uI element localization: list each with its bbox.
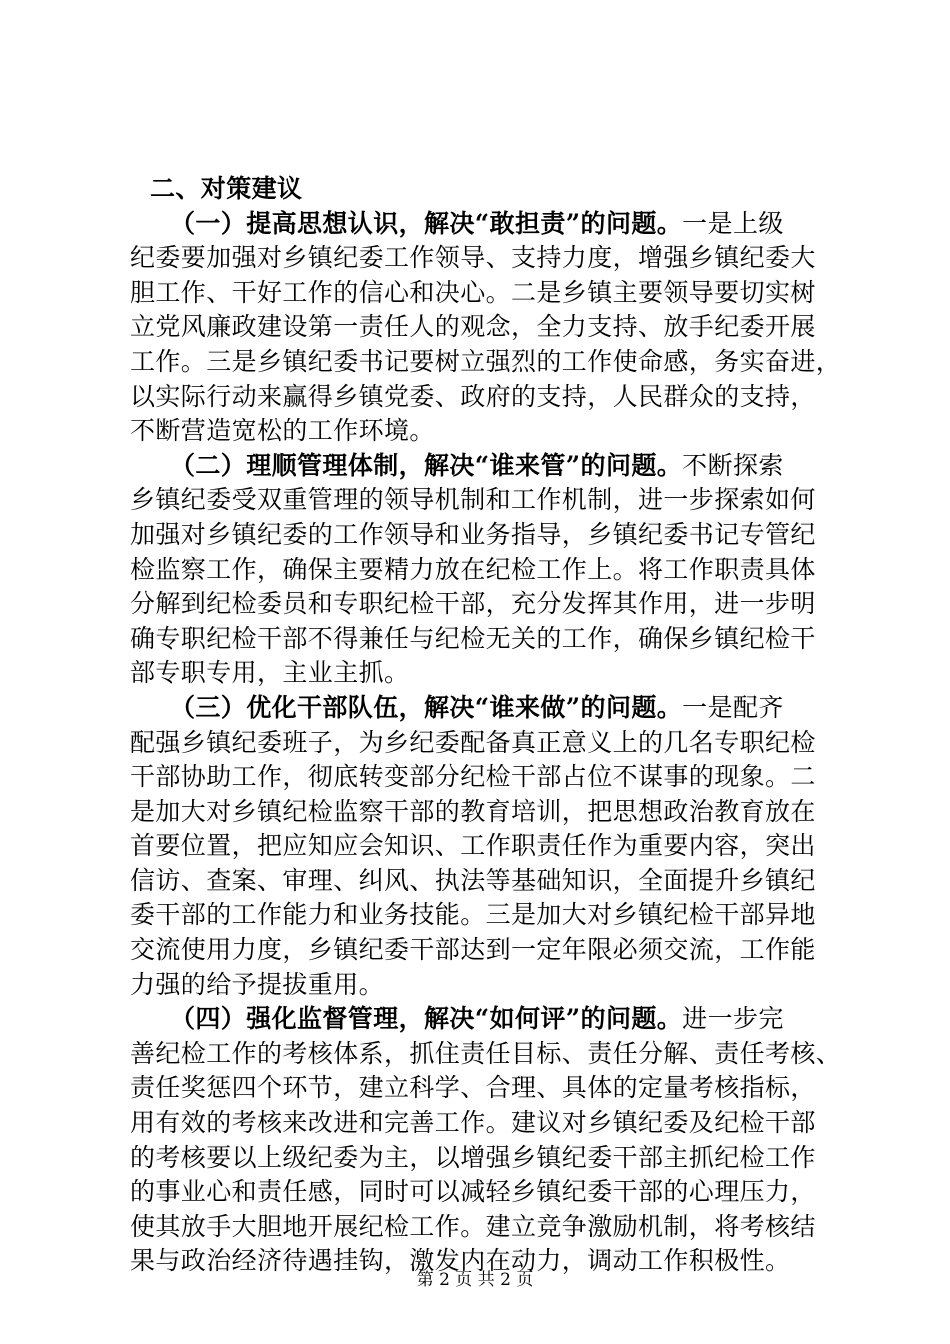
- paragraph-first-line: [130, 449, 830, 484]
- paragraph-line: 加强对乡镇纪委的工作领导和业务指导，乡镇纪委书记专管纪: [130, 519, 816, 549]
- paragraph-line: 是加大对乡镇纪检监察干部的教育培训，把思想政治教育放在: [130, 796, 816, 826]
- paragraph-line: 首要位置，把应知应会知识、工作职责任作为重要内容，突出: [130, 831, 816, 861]
- paragraph-line: 干部协助工作，彻底转变部分纪检干部占位不谋事的现象。二: [130, 762, 816, 792]
- paragraph-line: 果与政治经济待遇挂钩，激发内在动力，调动工作积极性。: [130, 1246, 791, 1276]
- paragraph-lead: （四）强化监督管理，解决“如何评”的问题。: [170, 1004, 683, 1034]
- paragraph-line: 交流使用力度，乡镇纪委干部达到一定年限必须交流，工作能: [130, 935, 816, 965]
- paragraph-line: 不断营造宽松的工作环境。: [130, 416, 435, 446]
- paragraph-lead: （一）提高思想认识，解决“敢担责”的问题。: [170, 208, 683, 238]
- paragraph-lead: （三）优化干部队伍，解决“谁来做”的问题。: [170, 692, 683, 722]
- paragraph-2: [130, 449, 830, 691]
- paragraph-line: 立党风廉政建设第一责任人的观念，全力支持、放手纪委开展: [130, 312, 816, 342]
- paragraph-4: [130, 1002, 842, 1279]
- paragraph-line: 使其放手大胆地开展纪检工作。建立竞争激励机制，将考核结: [130, 1211, 816, 1241]
- paragraph-text: 一是配齐: [682, 692, 784, 722]
- paragraph-line: 的考核要以上级纪委为主，以增强乡镇纪委干部主抓纪检工作: [130, 1142, 816, 1172]
- section-heading: 二、对策建议: [150, 174, 303, 203]
- paragraph-line: 用有效的考核来改进和完善工作。建议对乡镇纪委及纪检干部: [130, 1108, 816, 1138]
- paragraph-line: 分解到纪检委员和专职纪检干部，充分发挥其作用，进一步明: [130, 589, 816, 619]
- paragraph-3: [130, 691, 830, 1002]
- paragraph-line: 以实际行动来赢得乡镇党委、政府的支持，人民群众的支持，: [130, 381, 816, 411]
- page-number-footer: 第 2 页 共 2 页: [416, 1270, 534, 1290]
- paragraph-first-line: [130, 691, 830, 726]
- paragraph-text: 进一步完: [682, 1004, 784, 1034]
- paragraph-line: 纪委要加强对乡镇纪委工作领导、支持力度，增强乡镇纪委大: [130, 243, 816, 273]
- paragraph-line: 工作。三是乡镇纪委书记要树立强烈的工作使命感，务实奋进，: [130, 346, 842, 376]
- paragraph-line: 配强乡镇纪委班子，为乡纪委配备真正意义上的几名专职纪检: [130, 727, 816, 757]
- paragraph-line: 善纪检工作的考核体系，抓住责任目标、责任分解、责任考核、: [130, 1038, 842, 1068]
- paragraph-line: 乡镇纪委受双重管理的领导机制和工作机制，进一步探索如何: [130, 485, 816, 515]
- paragraph-text: 一是上级: [682, 208, 784, 238]
- paragraph-1: [130, 207, 842, 449]
- paragraph-line: 力强的给予提拔重用。: [130, 969, 385, 999]
- paragraph-line: 部专职专用，主业主抓。: [130, 658, 410, 688]
- paragraph-text: 不断探索: [682, 450, 784, 480]
- paragraph-lead: （二）理顺管理体制，解决“谁来管”的问题。: [170, 450, 683, 480]
- paragraph-line: 委干部的工作能力和业务技能。三是加大对乡镇纪检干部异地: [130, 900, 816, 930]
- paragraph-line: 确专职纪检干部不得兼任与纪检无关的工作，确保乡镇纪检干: [130, 623, 816, 653]
- paragraph-line: 检监察工作，确保主要精力放在纪检工作上。将工作职责具体: [130, 554, 816, 584]
- paragraph-line: 信访、查案、审理、纠风、执法等基础知识，全面提升乡镇纪: [130, 865, 816, 895]
- document-body: [130, 172, 842, 1279]
- paragraph-first-line: [130, 207, 830, 242]
- paragraph-line: 的事业心和责任感，同时可以减轻乡镇纪委干部的心理压力，: [130, 1177, 816, 1207]
- paragraph-first-line: [130, 1002, 830, 1037]
- paragraph-line: 责任奖惩四个环节，建立科学、合理、具体的定量考核指标，: [130, 1073, 816, 1103]
- paragraph-line: 胆工作、干好工作的信心和决心。二是乡镇主要领导要切实树: [130, 277, 816, 307]
